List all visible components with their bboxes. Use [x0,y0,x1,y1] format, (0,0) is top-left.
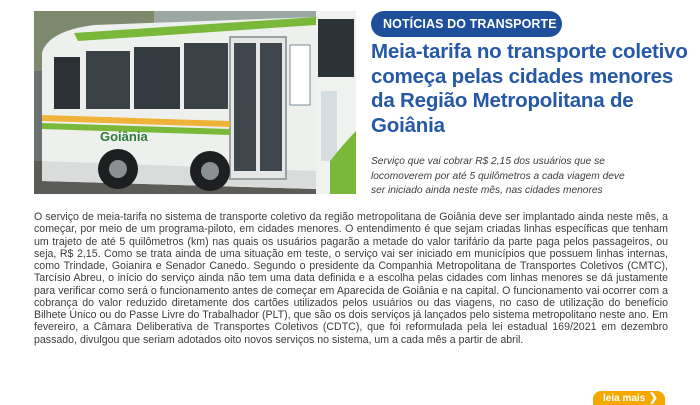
article-subtitle: Serviço que vai cobrar R$ 2,15 dos usuários que se locomoverem por até 5 quilômetros a cada viagem deve ser iniciado ainda neste mês, nas cidades menores [371,156,625,197]
category-badge[interactable]: NOTÍCIAS DO TRANSPORTE [371,11,562,37]
bus-logo-text: Goiânia [100,129,148,144]
article-photo [34,11,356,194]
read-more-button[interactable] [593,391,665,405]
article-title[interactable]: Meia-tarifa no transporte coletivo começa pelas cidades menores da Região Metropolitana de Goiânia [371,40,688,137]
chevron-right-icon: ❯ [648,392,658,404]
read-more-label: leia mais [603,393,646,404]
article-body: O serviço de meia-tarifa no sistema de transporte coletivo da região metropolitana de Goiânia deve ser implantado ainda neste mês, a começar, por meio de um programa-piloto, em cidades menores. O entendimento é que sejam criadas linhas específicas que tenham um trajeto de até 5 quilômetros (km) nas quais os usuários pagarão a metade do valor tarifário da parte paga pelos passageiros, ou seja, R$ 2,15. Como se trata ainda de uma situação em teste, o serviço vai ser iniciado em municípios que possuem linhas internas, como Trindade, Goianira e Senador Canedo. Segundo o presidente da Companhia Metropolitana de Transportes Coletivos (CMTC), Tarcísio Abreu, o início do serviço ainda não tem uma data definida e a escolha pelas cidades com linhas menores se dá justamente para verificar como será o funcionamento antes de começar em Aparecida de Goiânia e na capital. O funcionamento vai ocorrer com a cobrança do valor reduzido diretamente dos cartões utilizados pelos usuários ou das viagens, no caso de utilização do benefício Bilhete Único ou do Passe Livre do Trabalhador (PLT), que são os dois serviços já lançados pelo sistema metropolitano neste ano. Em fevereiro, a Câmara Deliberativa de Transportes Coletivos (CDTC), que foi reformulada pela lei estadual 169/2021 em dezembro passado, divulgou que seriam adotados oito novos serviços no sistema, um a cada mês a partir de abril. [34,211,668,346]
bus-photo [34,11,356,194]
